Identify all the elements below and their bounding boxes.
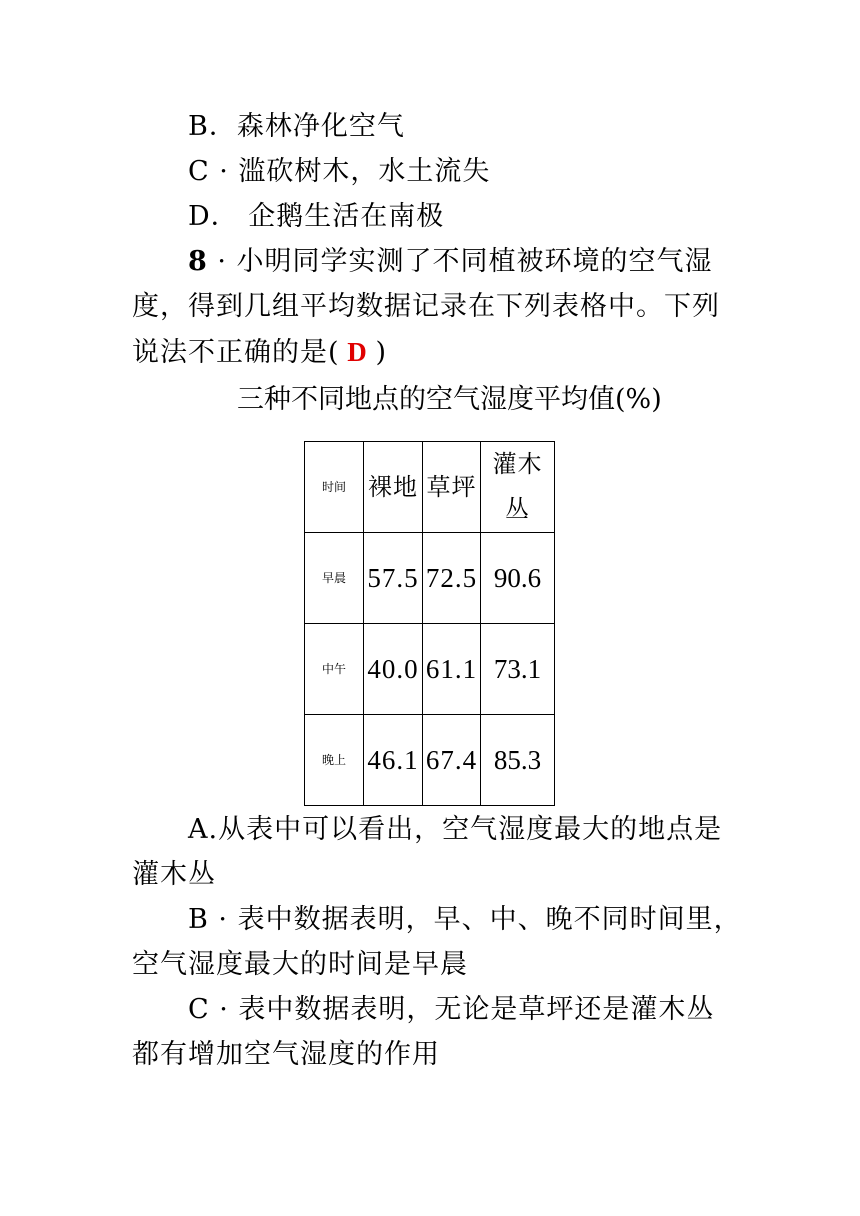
cell-lawn-text: 72.5 <box>425 562 478 593</box>
table-row <box>305 533 555 624</box>
question-text-3: 说法不正确的是( <box>132 337 340 368</box>
option-c-prev: C · 滥砍树木，水土流失 <box>188 156 491 187</box>
header-shrub-text: 灌木丛 <box>492 450 543 523</box>
cell-shrub: 73.1 <box>481 624 555 715</box>
option-b-prev: B．森林净化空气 <box>188 111 405 142</box>
row-time: 中午 <box>305 624 364 715</box>
option-d-prev: D． 企鹅生活在南极 <box>188 201 445 232</box>
cell-lawn <box>423 624 481 715</box>
header-lawn <box>423 442 481 533</box>
header-bare-ground-text: 裸地 <box>368 473 418 501</box>
table-caption: 三种不同地点的空气湿度平均值(%) <box>237 384 662 415</box>
cell-lawn <box>423 715 481 806</box>
question-text-3-end: ) <box>375 337 388 368</box>
cell-shrub: 85.3 <box>481 715 555 806</box>
header-bare-ground <box>364 442 423 533</box>
humidity-table <box>304 441 555 806</box>
answer-mark: D <box>339 337 376 367</box>
row-time: 晚上 <box>305 715 364 806</box>
table-header-row <box>305 442 555 533</box>
cell-bare-text: 46.1 <box>367 744 419 775</box>
option-a-line-1: A.从表中可以看出，空气湿度最大的地点是 <box>188 814 723 845</box>
cell-bare <box>364 624 423 715</box>
question-8-line-3 <box>132 332 387 373</box>
question-text-1: 小明同学实测了不同植被环境的空气湿 <box>236 246 713 277</box>
cell-lawn-text: 61.1 <box>425 653 478 684</box>
cell-lawn <box>423 533 481 624</box>
header-time: 时间 <box>305 442 364 533</box>
option-c-line-2: 都有增加空气湿度的作用 <box>132 1039 440 1070</box>
cell-shrub: 90.6 <box>481 533 555 624</box>
cell-bare-text: 57.5 <box>367 562 419 593</box>
cell-lawn-text: 67.4 <box>425 744 478 775</box>
header-shrub <box>481 442 555 533</box>
table-row <box>305 715 555 806</box>
cell-bare <box>364 715 423 806</box>
header-lawn-text: 草坪 <box>426 473 477 501</box>
option-b-line-1: B · 表中数据表明，早、中、晚不同时间里， <box>188 904 742 935</box>
cell-bare-text: 40.0 <box>367 653 419 684</box>
option-b-line-2: 空气湿度最大的时间是早晨 <box>132 949 468 980</box>
row-time: 早晨 <box>305 533 364 624</box>
table-row <box>305 624 555 715</box>
option-a-line-2: 灌木丛 <box>132 859 216 890</box>
question-separator: · <box>207 246 237 277</box>
option-c-line-1: C · 表中数据表明，无论是草坪还是灌木丛 <box>188 994 715 1025</box>
question-number: 8 <box>188 246 208 277</box>
question-8-line-1 <box>188 242 713 282</box>
question-8-line-2: 度，得到几组平均数据记录在下列表格中。下列 <box>132 291 720 322</box>
cell-bare <box>364 533 423 624</box>
